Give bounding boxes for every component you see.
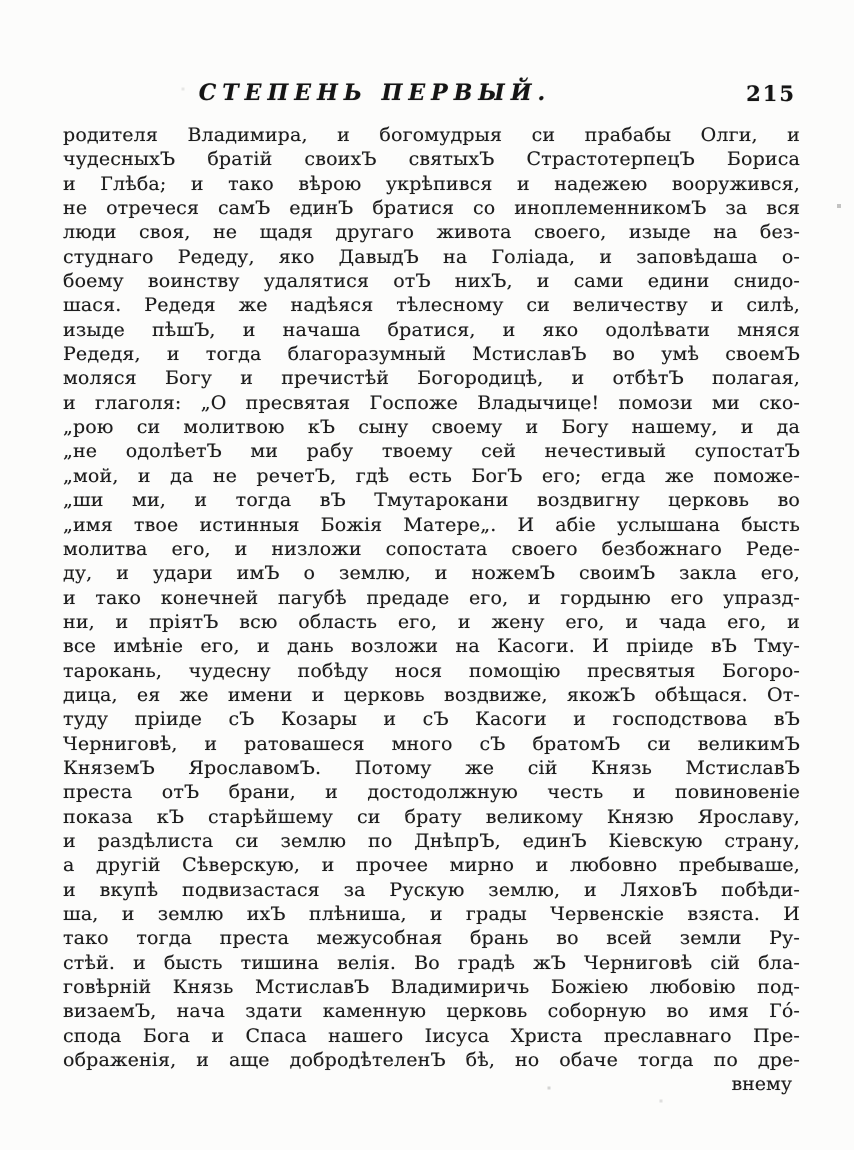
text-line: спода Бога и Спаса нашего Іисуса Христа преславнаго Пре-: [63, 1024, 800, 1047]
text-line: преста отЪ брани, и достодолжную честь и повиновеніе: [63, 781, 800, 804]
text-line: „имя твое истинныя Божія Матере„. И абіе услышана бысть: [63, 513, 800, 536]
page-number: 215: [746, 81, 796, 106]
scan-noise-specks: [0, 0, 2, 2]
text-line: студнаго Редеду, яко ДавыдЪ на Голіада, и заповѣдаша о-: [63, 245, 800, 268]
text-line: и тако конечней пагубѣ предаде его, и гордыню его упразд-: [63, 586, 800, 609]
text-line: и глаголя: „О пресвятая Госпоже Владычице! помози ми ско-: [63, 391, 800, 414]
page-title: СТЕПЕНЬ ПЕРВЫЙ.: [198, 80, 552, 106]
text-line: чудесныхЪ братій своихЪ святыхЪ СтрастотерпецЪ Бориса: [63, 148, 800, 171]
text-line: „не одолѣетЪ ми рабу твоему сей нечестивый супостатЪ: [63, 440, 800, 463]
text-line: КняземЪ ЯрославомЪ. Потому же сій Князь МстиславЪ: [63, 756, 800, 779]
text-line: визаемЪ, нача здати каменную церковь соборную во имя Го́-: [63, 1000, 800, 1023]
text-line: стѣй. и бысть тишина велія. Во градѣ жЪ Черниговѣ сій бла-: [63, 951, 800, 974]
text-line: и раздѣлиста си землю по ДнѣпрЪ, единЪ Кіевскую страну,: [63, 829, 800, 852]
text-line: молитва его, и низложи сопостата своего безбожнаго Реде-: [63, 537, 800, 560]
text-line: тарокань, чудесну побѣду нося помощію пресвятыя Богоро-: [63, 659, 800, 682]
text-line: „мой, и да не речетЪ, гдѣ есть БогЪ его; егда же поможе-: [63, 464, 800, 487]
text-line: изыде пѣшЪ, и начаша братися, и яко одолѣвати мняся: [63, 318, 800, 341]
running-head: [60, 80, 800, 110]
text-line: показа кЪ старѣйшему си брату великому Князю Ярославу,: [63, 805, 800, 828]
text-line: а другій Сѣверскую, и прочее мирно и любовно пребываше,: [63, 854, 800, 877]
text-line: моляся Богу и пречистѣй Богородицѣ, и отбѣтЪ полагая,: [63, 367, 800, 390]
text-line: туду пріиде сЪ Козары и сЪ Касоги и господствова вЪ: [63, 708, 800, 731]
text-line: люди своя, не щадя другаго живота своего, изыде на без-: [63, 221, 800, 244]
text-line: боему воинству удалятися отЪ нихЪ, и сами едини снидо-: [63, 270, 800, 293]
text-line: дица, ея же имени и церковь воздвиже, якожЪ обѣщася. От-: [63, 683, 800, 706]
text-line: все имѣніе его, и дань возложи на Касоги. И пріиде вЪ Тму-: [63, 635, 800, 658]
text-line: ду, и удари имЪ о землю, и ножемЪ своимЪ закла его,: [63, 562, 800, 585]
text-line: „рою си молитвою кЪ сыну своему и Богу нашему, и да: [63, 416, 800, 439]
text-line: тако тогда преста межусобная брань во всей земли Ру-: [63, 927, 800, 950]
text-line: „ши ми, и тогда вЪ Тмутарокани воздвигну церковь во: [63, 489, 800, 512]
text-line: не отречеся самЪ единЪ братися со иноплеменникомЪ за вся: [63, 197, 800, 220]
text-line: ображенія, и аще добродѣтеленЪ бѣ, но обаче тогда по дре-: [63, 1049, 800, 1072]
text-line: и Глѣба; и тако вѣрою укрѣпився и надежею вооружився,: [63, 172, 800, 195]
text-line: Редедя, и тогда благоразумный МстиславЪ во умѣ своемЪ: [63, 343, 800, 366]
text-line: и вкупѣ подвизастася за Рускую землю, и ЛяховЪ побѣди-: [63, 878, 800, 901]
text-line: ни, и пріятЪ всю область его, и жену его, и чада его, и: [63, 610, 800, 633]
text-line: говѣрній Князь МстиславЪ Владимиричь Божіею любовію под-: [63, 976, 800, 999]
body-text-block: [63, 123, 800, 1097]
text-line: родителя Владимира, и богомудрыя си прабабы Олги, и: [63, 124, 800, 146]
text-line: ша, и землю ихЪ плѣниша, и грады Червенскіе взяста. И: [63, 903, 800, 925]
text-line: шася. Редедя же надѣяся тѣлесному си величеству и силѣ,: [63, 294, 800, 317]
text-line: Черниговѣ, и ратовашеся много сЪ братомЪ си великимЪ: [63, 732, 800, 755]
catchword: внему: [731, 1073, 792, 1096]
